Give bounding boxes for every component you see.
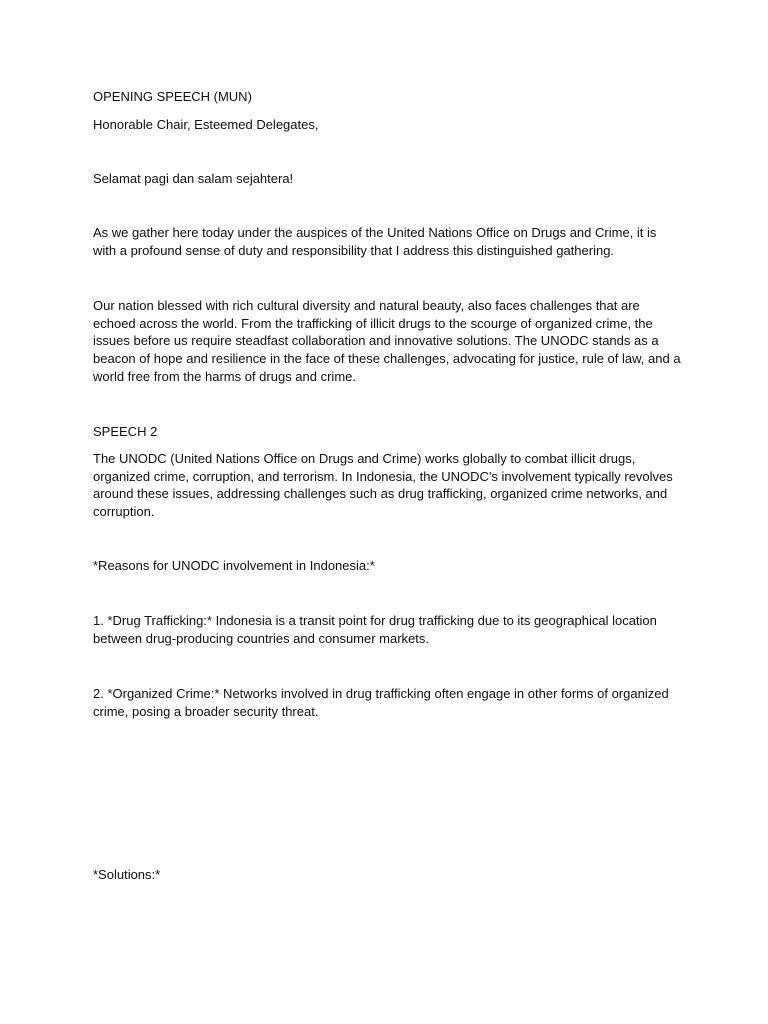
- greeting: Selamat pagi dan salam sejahtera!: [93, 171, 294, 186]
- list-item-drug-trafficking: 1. *Drug Trafficking:* Indonesia is a transit point for drug trafficking due to its geographical location between drug-producing countries and consumer markets.: [93, 613, 657, 646]
- salutation: Honorable Chair, Esteemed Delegates,: [93, 117, 319, 132]
- section-heading: SPEECH 2: [93, 424, 158, 439]
- reasons-heading: *Reasons for UNODC involvement in Indonesia:*: [93, 558, 375, 573]
- paragraph-nation: Our nation blessed with rich cultural diversity and natural beauty, also faces challenges that are echoed across the world. From the trafficking of illicit drugs to the scourge of organized crime, the issues before us require steadfast collaboration and innovative solutions. The UNODC stands as a beacon of hope and resilience in the face of these challenges, advocating for justice, rule of law, and a world free from the harms of drugs and crime.: [93, 298, 681, 384]
- document-heading: OPENING SPEECH (MUN): [93, 89, 252, 104]
- paragraph-opening: As we gather here today under the auspices of the United Nations Office on Drugs and Crime, it is with a profound sense of duty and responsibility that I address this distinguished gathering.: [93, 225, 657, 258]
- paragraph-unodc: The UNODC (United Nations Office on Drugs and Crime) works globally to combat illicit drugs, organized crime, corruption, and terrorism. In Indonesia, the UNODC's involvement typically revolves around these issues, addressing challenges such as drug trafficking, organized crime networks, and corruption.: [93, 451, 673, 520]
- solutions-heading: *Solutions:*: [93, 867, 161, 882]
- list-item-organized-crime: 2. *Organized Crime:* Networks involved in drug trafficking often engage in other forms of organized crime, posing a broader security threat.: [93, 686, 669, 719]
